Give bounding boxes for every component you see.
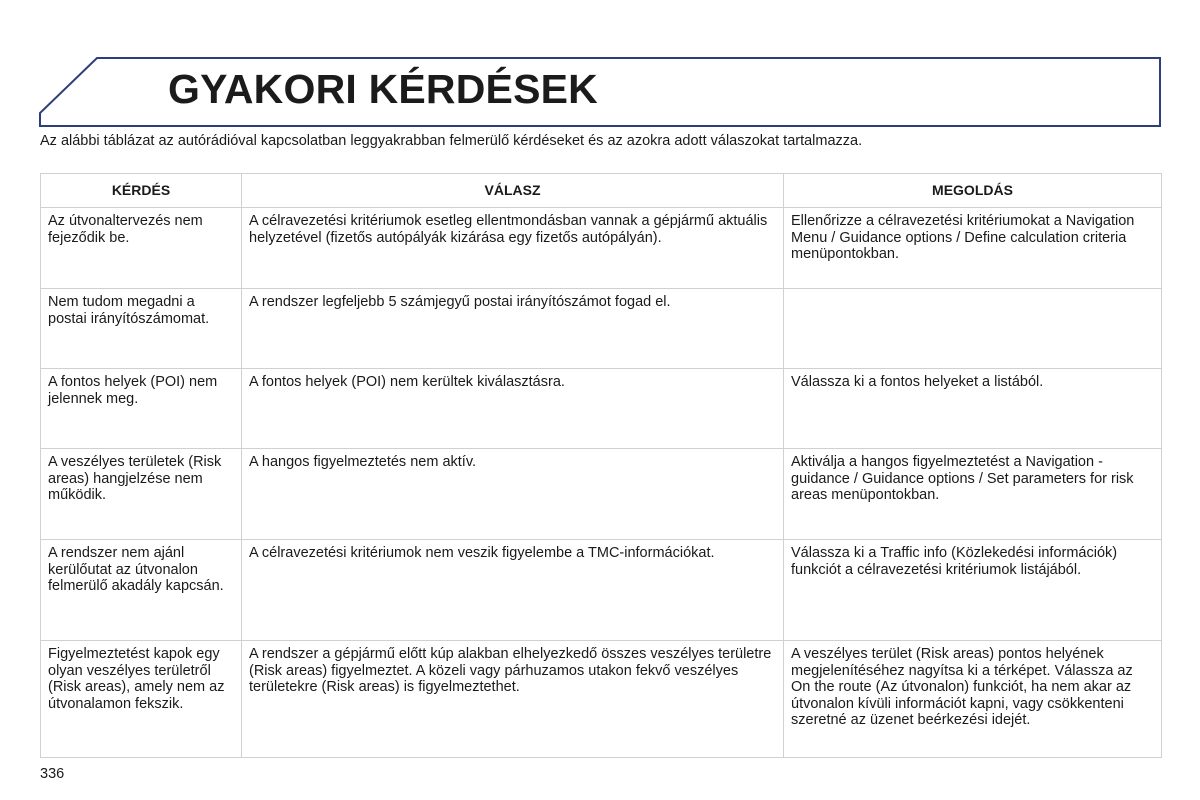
table-row: [41, 641, 1162, 758]
table-row: [41, 289, 1162, 369]
intro-text: Az alábbi táblázat az autórádióval kapcsolatban leggyakrabban felmerülő kérdéseket és az azokra adott válaszokat tartalmazza.: [40, 133, 863, 149]
answer-cell: A fontos helyek (POI) nem kerültek kiválasztásra.: [242, 369, 784, 449]
solution-cell: Aktiválja a hangos figyelmeztetést a Navigation - guidance / Guidance options / Set parameters for risk areas menüpontokban.: [784, 449, 1162, 540]
column-header-answer: VÁLASZ: [242, 174, 784, 208]
answer-cell: A rendszer a gépjármű előtt kúp alakban elhelyezkedő összes veszélyes területre (Risk areas) figyelmeztet. A közeli vagy párhuzamos utakon fekvő veszélyes területekre (Risk areas) is figyelmeztethet.: [242, 641, 784, 758]
question-cell: Az útvonaltervezés nem fejeződik be.: [41, 208, 242, 289]
solution-cell: Ellenőrizze a célravezetési kritériumokat a Navigation Menu / Guidance options / Define calculation criteria menüpontokban.: [784, 208, 1162, 289]
table-row: [41, 208, 1162, 289]
answer-cell: A célravezetési kritériumok nem veszik figyelembe a TMC-információkat.: [242, 540, 784, 641]
question-cell: A fontos helyek (POI) nem jelennek meg.: [41, 369, 242, 449]
faq-table: [40, 173, 1162, 758]
solution-cell: A veszélyes terület (Risk areas) pontos helyének megjelenítéséhez nagyítsa ki a térképet. Válassza az On the route (Az útvonalon) funkciót, ha nem akar az útvonalon kívüli információt kapni, vagy csökkenteni szeretné az üzenet beérkezési idejét.: [784, 641, 1162, 758]
solution-cell: Válassza ki a Traffic info (Közlekedési információk) funkciót a célravezetési kritériumok listájából.: [784, 540, 1162, 641]
table-row: [41, 540, 1162, 641]
answer-cell: A hangos figyelmeztetés nem aktív.: [242, 449, 784, 540]
question-cell: Figyelmeztetést kapok egy olyan veszélyes területről (Risk areas), amely nem az útvonalamon fekszik.: [41, 641, 242, 758]
column-header-question: KÉRDÉS: [41, 174, 242, 208]
table-row: [41, 369, 1162, 449]
table-header-row: [41, 174, 1162, 208]
solution-cell: Válassza ki a fontos helyeket a listából.: [784, 369, 1162, 449]
page-number: 336: [40, 766, 65, 782]
solution-cell: [784, 289, 1162, 369]
answer-cell: A rendszer legfeljebb 5 számjegyű postai irányítószámot fogad el.: [242, 289, 784, 369]
answer-cell: A célravezetési kritériumok esetleg ellentmondásban vannak a gépjármű aktuális helyzetével (fizetős autópályák kizárása egy fizetős autópályán).: [242, 208, 784, 289]
question-cell: Nem tudom megadni a postai irányítószámomat.: [41, 289, 242, 369]
table-row: [41, 449, 1162, 540]
page-title: GYAKORI KÉRDÉSEK: [168, 66, 598, 112]
question-cell: A veszélyes területek (Risk areas) hangjelzése nem működik.: [41, 449, 242, 540]
question-cell: A rendszer nem ajánl kerülőutat az útvonalon felmerülő akadály kapcsán.: [41, 540, 242, 641]
column-header-solution: MEGOLDÁS: [784, 174, 1162, 208]
